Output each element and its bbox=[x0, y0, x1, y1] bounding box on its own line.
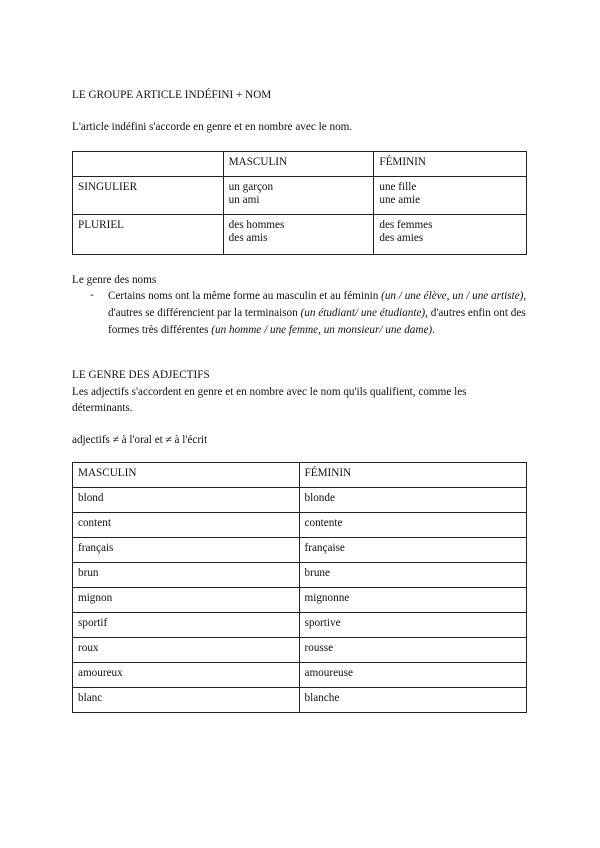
adjectifs-table-header-row bbox=[73, 463, 527, 488]
adjectifs-table-header-cell: FÉMININ bbox=[299, 463, 526, 488]
adjectif-masculin-cell: brun bbox=[73, 563, 300, 588]
section-intro-article: L'article indéfini s'accorde en genre et en nombre avec le nom. bbox=[72, 121, 353, 133]
adjectif-masculin-cell: blond bbox=[73, 488, 300, 513]
article-table-header-cell: MASCULIN bbox=[223, 152, 374, 177]
adjectif-feminin-cell: blonde bbox=[299, 488, 526, 513]
adjectif-masculin-cell: blanc bbox=[73, 688, 300, 713]
adjectifs-table-row bbox=[73, 638, 527, 663]
cell-line: une amie bbox=[379, 194, 421, 206]
adjectifs-table-row bbox=[73, 513, 527, 538]
adjectif-masculin-cell: roux bbox=[73, 638, 300, 663]
article-table-row bbox=[73, 177, 527, 215]
article-table-cell bbox=[223, 215, 374, 255]
paragraph-example: (un étudiant/ une étudiante) bbox=[300, 307, 426, 319]
adjectifs-table-row bbox=[73, 488, 527, 513]
adjectif-masculin-cell: content bbox=[73, 513, 300, 538]
adjectif-feminin-cell: mignonne bbox=[299, 588, 526, 613]
adjectif-masculin-cell: mignon bbox=[73, 588, 300, 613]
section-title-article-indefini: LE GROUPE ARTICLE INDÉFINI + NOM bbox=[72, 89, 272, 101]
article-table-cell bbox=[374, 215, 527, 255]
genre-noms-title: Le genre des noms bbox=[72, 274, 157, 286]
article-table bbox=[72, 151, 527, 255]
article-table-row-label: PLURIEL bbox=[73, 215, 224, 255]
cell-line: des hommes bbox=[228, 219, 285, 231]
bullet-dash: - bbox=[90, 289, 94, 301]
paragraph-text: , d'autres enfin ont des formes très différentes bbox=[108, 307, 526, 336]
adjectif-feminin-cell: amoureuse bbox=[299, 663, 526, 688]
adjectifs-note: adjectifs ≠ à l'oral et ≠ à l'écrit bbox=[72, 434, 208, 446]
adjectifs-table-row bbox=[73, 563, 527, 588]
adjectif-feminin-cell: rousse bbox=[299, 638, 526, 663]
adjectif-feminin-cell: blanche bbox=[299, 688, 526, 713]
adjectifs-table-row bbox=[73, 538, 527, 563]
adjectif-feminin-cell: brune bbox=[299, 563, 526, 588]
adjectifs-table-row bbox=[73, 588, 527, 613]
paragraph-text: , d'autres se différencient par la terminaison bbox=[108, 290, 527, 319]
article-table-cell bbox=[374, 177, 527, 215]
adjectifs-table-row bbox=[73, 663, 527, 688]
article-table-header-row bbox=[73, 152, 527, 177]
adjectif-feminin-cell: contente bbox=[299, 513, 526, 538]
cell-line: un ami bbox=[228, 194, 260, 206]
adjectifs-intro-line: Les adjectifs s'accordent en genre et en nombre avec le nom qu'ils qualifient, comme les bbox=[72, 386, 467, 398]
paragraph-example: (un homme / une femme, un monsieur/ une dame) bbox=[211, 324, 433, 336]
cell-line: une fille bbox=[379, 181, 417, 193]
adjectifs-table-header-cell: MASCULIN bbox=[73, 463, 300, 488]
article-table-row bbox=[73, 215, 527, 255]
article-table-cell bbox=[223, 177, 374, 215]
cell-line: des amies bbox=[379, 232, 424, 244]
adjectif-feminin-cell: française bbox=[299, 538, 526, 563]
adjectifs-table bbox=[72, 462, 527, 713]
adjectif-feminin-cell: sportive bbox=[299, 613, 526, 638]
paragraph-text: . bbox=[432, 324, 435, 336]
adjectifs-table-row bbox=[73, 688, 527, 713]
genre-noms-paragraph bbox=[108, 288, 528, 339]
paragraph-text: Certains noms ont la même forme au masculin et au féminin bbox=[108, 290, 382, 302]
section-title-adjectifs: LE GENRE DES ADJECTIFS bbox=[72, 369, 210, 381]
adjectif-masculin-cell: français bbox=[73, 538, 300, 563]
cell-line: un garçon bbox=[228, 181, 274, 193]
adjectif-masculin-cell: amoureux bbox=[73, 663, 300, 688]
cell-line: des amis bbox=[228, 232, 268, 244]
paragraph-example: (un / une élève, un / une artiste) bbox=[381, 290, 524, 302]
article-table-header-cell bbox=[73, 152, 224, 177]
article-table-row-label: SINGULIER bbox=[73, 177, 224, 215]
article-table-header-cell: FÉMININ bbox=[374, 152, 527, 177]
cell-line: des femmes bbox=[379, 219, 433, 231]
adjectifs-intro-line: déterminants. bbox=[72, 402, 133, 414]
adjectifs-table-row bbox=[73, 613, 527, 638]
adjectif-masculin-cell: sportif bbox=[73, 613, 300, 638]
